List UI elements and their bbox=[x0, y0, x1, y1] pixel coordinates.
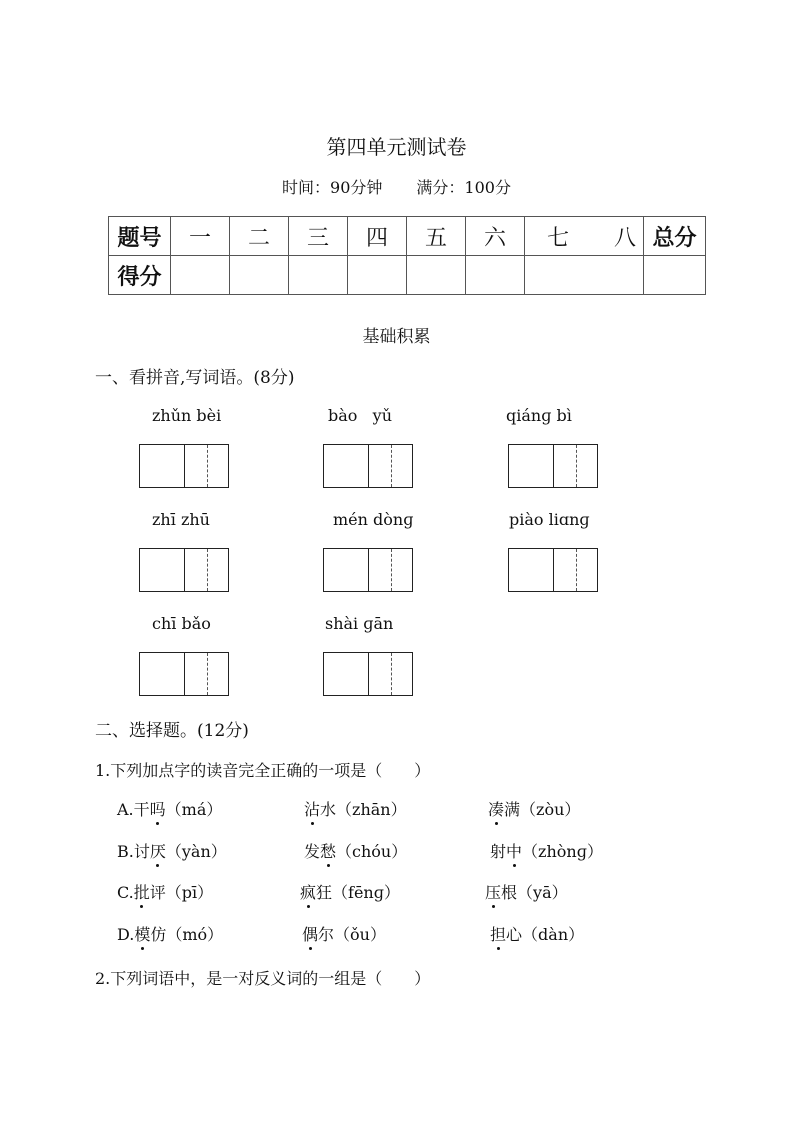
box-guide bbox=[391, 445, 392, 487]
box-divider bbox=[553, 445, 554, 487]
part1-heading: 一、看拼音,写词语。(8分) bbox=[95, 368, 295, 388]
word-pinyin: （zòu） bbox=[520, 800, 581, 819]
dotted-char: 担 bbox=[490, 922, 506, 945]
box-divider bbox=[184, 549, 185, 591]
writing-box[interactable] bbox=[323, 652, 413, 696]
word-pinyin: （zhònɡ） bbox=[522, 842, 603, 861]
word-pinyin: （zhān） bbox=[336, 800, 407, 819]
option-c[interactable] bbox=[117, 880, 213, 903]
writing-box[interactable] bbox=[508, 548, 598, 592]
box-guide bbox=[207, 549, 208, 591]
score-table-header-row bbox=[109, 217, 706, 256]
score-col-7-8 bbox=[525, 217, 644, 256]
word-pinyin: （yā） bbox=[517, 883, 568, 902]
score-col-5: 五 bbox=[407, 217, 466, 256]
question-1-stem: 1.下列加点字的读音完全正确的一项是（ ） bbox=[95, 761, 431, 780]
pinyin-label: piào liɑnɡ bbox=[509, 510, 590, 529]
score-cell[interactable] bbox=[289, 256, 348, 295]
box-divider bbox=[184, 445, 185, 487]
word-char: 讨 bbox=[133, 842, 150, 861]
option-label: B. bbox=[117, 842, 134, 861]
option-c-word-3 bbox=[485, 880, 568, 903]
option-b-word-3 bbox=[490, 839, 603, 862]
word-char: 评 bbox=[149, 883, 166, 902]
dotted-char: 中 bbox=[506, 839, 522, 862]
word-char: 干 bbox=[133, 800, 150, 819]
box-divider bbox=[368, 445, 369, 487]
score-col-7: 七 bbox=[546, 225, 569, 251]
word-pinyin: （chóu） bbox=[336, 842, 408, 861]
exam-meta bbox=[0, 175, 793, 198]
box-guide bbox=[207, 445, 208, 487]
score-table bbox=[108, 216, 706, 295]
score-col-2: 二 bbox=[230, 217, 289, 256]
score-cell[interactable] bbox=[171, 256, 230, 295]
word-char: 发 bbox=[304, 842, 321, 861]
option-d[interactable] bbox=[117, 922, 223, 945]
box-guide bbox=[207, 653, 208, 695]
score-table-total: 总分 bbox=[644, 217, 706, 256]
writing-box[interactable] bbox=[323, 444, 413, 488]
word-pinyin: （má） bbox=[165, 800, 223, 819]
option-c-word-2 bbox=[300, 880, 400, 903]
dotted-char: 愁 bbox=[320, 839, 336, 862]
pinyin-label: shài ɡān bbox=[325, 614, 394, 633]
exam-time: 时间：90分钟 bbox=[282, 178, 383, 197]
word-pinyin: （mó） bbox=[166, 925, 224, 944]
pinyin-label: zhǔn bèi bbox=[152, 406, 222, 425]
word-char: 水 bbox=[320, 800, 337, 819]
score-col-4: 四 bbox=[348, 217, 407, 256]
score-col-3: 三 bbox=[289, 217, 348, 256]
option-label: A. bbox=[117, 800, 134, 819]
option-d-word-2 bbox=[302, 922, 386, 945]
score-cell[interactable] bbox=[348, 256, 407, 295]
dotted-char: 批 bbox=[134, 880, 150, 903]
writing-box[interactable] bbox=[508, 444, 598, 488]
box-divider bbox=[368, 653, 369, 695]
option-a[interactable] bbox=[117, 797, 222, 820]
box-guide bbox=[391, 653, 392, 695]
question-2-stem: 2.下列词语中，是一对反义词的一组是（ ） bbox=[95, 969, 431, 988]
writing-box[interactable] bbox=[323, 548, 413, 592]
pinyin-label: qiánɡ bì bbox=[506, 406, 572, 425]
exam-full-score: 满分：100分 bbox=[416, 178, 511, 197]
score-table-row-header: 题号 bbox=[109, 217, 171, 256]
pinyin-label: zhī zhū bbox=[152, 510, 210, 529]
word-char: 仿 bbox=[150, 925, 167, 944]
word-pinyin: （fēnɡ） bbox=[332, 883, 400, 902]
writing-box[interactable] bbox=[139, 548, 229, 592]
dotted-char: 沾 bbox=[304, 797, 320, 820]
option-a-word-3 bbox=[488, 797, 580, 820]
part2-heading: 二、选择题。(12分) bbox=[95, 721, 249, 741]
word-pinyin: （dàn） bbox=[522, 925, 585, 944]
option-label: C. bbox=[117, 883, 134, 902]
word-char: 心 bbox=[506, 925, 523, 944]
score-col-6: 六 bbox=[466, 217, 525, 256]
pinyin-label: chī bǎo bbox=[152, 614, 211, 633]
word-char: 射 bbox=[490, 842, 507, 861]
box-divider bbox=[184, 653, 185, 695]
score-cell[interactable] bbox=[525, 256, 644, 295]
pinyin-label: bào yǔ bbox=[328, 406, 393, 425]
score-cell[interactable] bbox=[407, 256, 466, 295]
score-table-score-row bbox=[109, 256, 706, 295]
box-divider bbox=[368, 549, 369, 591]
writing-box[interactable] bbox=[139, 652, 229, 696]
dotted-char: 凑 bbox=[488, 797, 504, 820]
dotted-char: 厌 bbox=[150, 839, 166, 862]
word-pinyin: （ǒu） bbox=[334, 925, 386, 944]
score-col-1: 一 bbox=[171, 217, 230, 256]
word-char: 狂 bbox=[316, 883, 333, 902]
option-b[interactable] bbox=[117, 839, 227, 862]
writing-box[interactable] bbox=[139, 444, 229, 488]
box-divider bbox=[553, 549, 554, 591]
word-pinyin: （pī） bbox=[165, 883, 214, 902]
option-label: D. bbox=[117, 925, 135, 944]
dotted-char: 疯 bbox=[300, 880, 316, 903]
dotted-char: 偶 bbox=[302, 922, 318, 945]
pinyin-label: mén dònɡ bbox=[333, 510, 414, 529]
option-b-word-2 bbox=[304, 839, 407, 862]
option-d-word-3 bbox=[490, 922, 584, 945]
box-guide bbox=[391, 549, 392, 591]
score-cell[interactable] bbox=[644, 256, 706, 295]
dotted-char: 压 bbox=[485, 880, 501, 903]
word-char: 尔 bbox=[318, 925, 335, 944]
score-col-8: 八 bbox=[613, 225, 636, 251]
word-char: 根 bbox=[501, 883, 518, 902]
box-guide bbox=[576, 445, 577, 487]
word-char: 满 bbox=[504, 800, 521, 819]
section-title: 基础积累 bbox=[362, 327, 431, 347]
score-row-label: 得分 bbox=[109, 256, 171, 295]
score-cell[interactable] bbox=[466, 256, 525, 295]
score-cell[interactable] bbox=[230, 256, 289, 295]
dotted-char: 吗 bbox=[150, 797, 166, 820]
page-title: 第四单元测试卷 bbox=[326, 135, 467, 159]
box-guide bbox=[576, 549, 577, 591]
word-pinyin: （yàn） bbox=[165, 842, 227, 861]
option-a-word-2 bbox=[304, 797, 407, 820]
dotted-char: 模 bbox=[134, 922, 150, 945]
